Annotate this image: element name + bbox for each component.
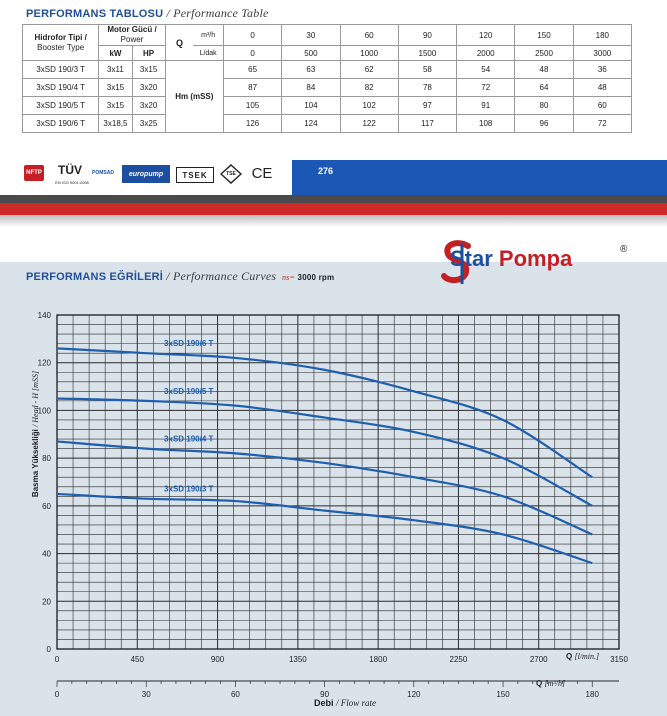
- tsek-logo: [176, 167, 214, 183]
- rpm-prefix: ns=: [281, 273, 296, 282]
- ce-text: CE: [251, 164, 273, 182]
- europump-logo: [122, 165, 170, 183]
- chart-grid: [57, 315, 619, 649]
- y-tick-label: 80: [42, 454, 51, 464]
- x-m3h-tick-label: 60: [230, 690, 240, 699]
- q-m3h-3: 90: [398, 25, 456, 46]
- head-cell: 87: [223, 79, 281, 97]
- head-cell: 65: [223, 61, 281, 79]
- table-header-row-2: [23, 46, 632, 61]
- head-cell: 62: [340, 61, 398, 79]
- x-m3h-q: Q: [536, 679, 543, 688]
- iso-caption-text: EN ISO 9001:2008: [55, 179, 89, 185]
- y-tick-label: 0: [46, 645, 51, 654]
- q-header: Q: [165, 25, 193, 61]
- head-cell: 117: [398, 115, 456, 133]
- head-cell: 122: [340, 115, 398, 133]
- x-lmin-q: Q: [566, 652, 573, 661]
- divider-shadow: [0, 215, 667, 227]
- divider-red: [0, 203, 667, 215]
- performance-curves-chart: [0, 262, 667, 716]
- q-m3h-2: 60: [340, 25, 398, 46]
- divider-dark: [0, 195, 667, 203]
- tuv-logo: [52, 161, 88, 179]
- unit-m3h: m³/h: [193, 25, 223, 46]
- unit-ldak: L/dak: [193, 46, 223, 61]
- q-m3h-5: 150: [515, 25, 573, 46]
- booster-type-label-tr: Hidrofor Tipi /: [34, 32, 87, 42]
- y-axis-label-sub: / Head - H [mSS]: [31, 370, 40, 427]
- motor-power-label-en: Power: [120, 35, 144, 44]
- x-m3h-tick-label: 0: [54, 690, 60, 699]
- head-cell: 60: [573, 97, 631, 115]
- x-lmin-unit-label: [566, 652, 599, 661]
- head-cell: 64: [515, 79, 573, 97]
- y-axis-label-main: Basma Yüksekliği: [31, 429, 40, 498]
- performance-table: [22, 24, 632, 133]
- head-cell: 126: [223, 115, 281, 133]
- q-ldak-3: 1500: [398, 46, 456, 61]
- head-cell: 84: [282, 79, 340, 97]
- brand-name-star: Star: [450, 246, 493, 271]
- iso-caption: [50, 178, 94, 186]
- tse-text: TSE: [226, 171, 236, 177]
- head-cell: 82: [340, 79, 398, 97]
- head-cell: 102: [340, 97, 398, 115]
- y-tick-label: 20: [42, 597, 51, 607]
- hm-label: Hm (mSS): [165, 61, 223, 133]
- kw-cell: 3x11: [99, 61, 132, 79]
- head-cell: 54: [457, 61, 515, 79]
- x-axis-label: [314, 698, 376, 708]
- head-cell: 36: [573, 61, 631, 79]
- table-row: [23, 115, 632, 133]
- q-ldak-4: 2000: [457, 46, 515, 61]
- x-lmin-tick-label: 2250: [449, 655, 468, 664]
- hp-cell: 3x25: [132, 115, 165, 133]
- y-axis-label: [31, 371, 40, 497]
- model-cell: 3xSD 190/5 T: [23, 97, 99, 115]
- tse-logo: [220, 164, 242, 184]
- x-m3h-unit-label: [536, 679, 565, 688]
- head-cell: 96: [515, 115, 573, 133]
- table-row: [23, 79, 632, 97]
- head-cell: 80: [515, 97, 573, 115]
- head-cell: 97: [398, 97, 456, 115]
- x-m3h-tick-label: 150: [496, 690, 510, 699]
- head-cell: 78: [398, 79, 456, 97]
- x-m3h-tick-label: 120: [407, 690, 421, 699]
- nftp-logo: [24, 165, 44, 181]
- head-cell: 58: [398, 61, 456, 79]
- x-axis-label-en: / Flow rate: [336, 698, 377, 708]
- head-cell: 124: [282, 115, 340, 133]
- table-section-title: [26, 6, 269, 21]
- x-lmin-tick-label: 2700: [529, 655, 548, 664]
- model-cell: 3xSD 190/3 T: [23, 61, 99, 79]
- q-m3h-1: 30: [282, 25, 340, 46]
- registered-mark: ®: [620, 244, 628, 255]
- q-m3h-4: 120: [457, 25, 515, 46]
- certification-logos: [22, 163, 292, 191]
- x-m3h-tick-label: 30: [141, 690, 151, 699]
- motor-power-label-tr: Motor Gücü /: [107, 25, 157, 34]
- y-tick-label: 60: [42, 501, 51, 511]
- x-lmin-unit: [l/min.]: [574, 652, 600, 661]
- curves-title-tr: PERFORMANS EĞRİLERİ: [26, 271, 164, 283]
- tuv-text: TÜV: [58, 163, 82, 177]
- europump-text: europump: [128, 170, 164, 178]
- hp-header: HP: [132, 46, 165, 61]
- x-lmin-tick-label: 3150: [610, 655, 628, 664]
- pomsad-text: POMSAD: [92, 170, 114, 176]
- curve-label: 3xSD 190/3 T: [164, 484, 214, 494]
- head-cell: 48: [515, 61, 573, 79]
- curve-label: 3xSD 190/4 T: [164, 434, 214, 444]
- ce-logo: [248, 163, 276, 183]
- nftp-text: NFTP: [26, 170, 42, 176]
- kw-cell: 3x15: [99, 79, 132, 97]
- y-tick-label: 40: [42, 549, 51, 559]
- y-tick-label: 100: [37, 406, 51, 416]
- q-ldak-1: 500: [282, 46, 340, 61]
- y-tick-label: 140: [37, 311, 51, 320]
- q-m3h-6: 180: [573, 25, 631, 46]
- x-m3h-tick-label: 90: [320, 690, 330, 699]
- x-lmin-tick-label: 0: [54, 655, 60, 664]
- q-ldak-2: 1000: [340, 46, 398, 61]
- head-cell: 108: [457, 115, 515, 133]
- y-tick-label: 120: [37, 358, 51, 368]
- table-title-en: / Performance Table: [166, 6, 269, 20]
- curve-label: 3xSD 190/6 T: [164, 339, 214, 349]
- table-row: [23, 97, 632, 115]
- pomsad-logo: [92, 165, 114, 181]
- table-header-row-1: [23, 25, 632, 46]
- chart-labels: [38, 311, 629, 699]
- model-cell: 3xSD 190/6 T: [23, 115, 99, 133]
- tsek-text: TSEK: [182, 170, 208, 180]
- head-cell: 63: [282, 61, 340, 79]
- kw-header: kW: [99, 46, 132, 61]
- brand-name-pompa: Pompa: [498, 246, 573, 271]
- curve-label: 3xSD 190/5 T: [164, 386, 214, 396]
- hp-cell: 3x20: [132, 79, 165, 97]
- x-lmin-tick-label: 1800: [369, 655, 388, 664]
- head-cell: 72: [457, 79, 515, 97]
- q-ldak-5: 2500: [515, 46, 573, 61]
- plot-frame: [57, 315, 619, 649]
- curves-title-en: / Performance Curves: [166, 269, 277, 283]
- x-m3h-unit: [m³/h]: [544, 679, 566, 688]
- kw-cell: 3x18,5: [99, 115, 132, 133]
- booster-type-label-en: Booster Type: [37, 42, 85, 52]
- table-row: [23, 61, 632, 79]
- head-cell: 72: [573, 115, 631, 133]
- q-ldak-0: 0: [223, 46, 281, 61]
- q-m3h-0: 0: [223, 25, 281, 46]
- page-number: 276: [318, 166, 334, 176]
- table-title-tr: PERFORMANS TABLOSU: [26, 8, 164, 20]
- x-lmin-tick-label: 1350: [288, 655, 307, 664]
- rpm-value: 3000 rpm: [297, 273, 335, 282]
- head-cell: 104: [282, 97, 340, 115]
- x-lmin-tick-label: 900: [210, 655, 225, 664]
- booster-type-header: [23, 25, 99, 61]
- x-axis-label-main: Debi: [313, 698, 334, 708]
- q-ldak-6: 3000: [573, 46, 631, 61]
- x-m3h-tick-label: 180: [585, 690, 599, 699]
- head-cell: 91: [457, 97, 515, 115]
- kw-cell: 3x15: [99, 97, 132, 115]
- head-cell: 105: [223, 97, 281, 115]
- head-cell: 48: [573, 79, 631, 97]
- motor-power-header: [99, 25, 165, 46]
- x-lmin-tick-label: 450: [130, 655, 144, 664]
- model-cell: 3xSD 190/4 T: [23, 79, 99, 97]
- hp-cell: 3x20: [132, 97, 165, 115]
- page-number-bar: [292, 160, 667, 195]
- hp-cell: 3x15: [132, 61, 165, 79]
